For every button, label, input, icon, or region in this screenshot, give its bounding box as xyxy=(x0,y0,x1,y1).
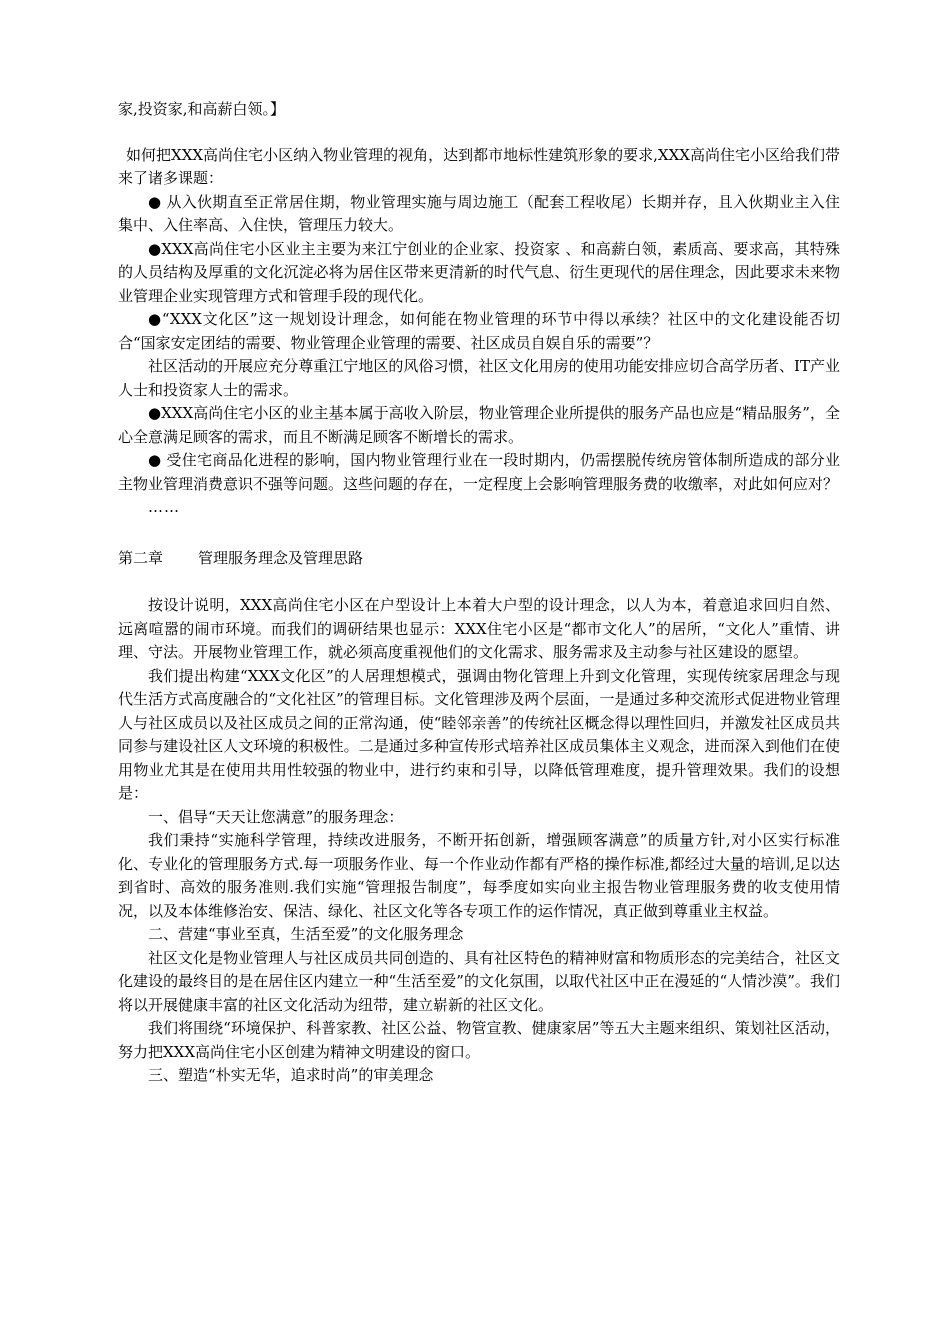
chapter-title: 管理服务理念及管理思路 xyxy=(198,548,364,567)
section-heading-3: 三、塑造“朴实无华，追求时尚”的审美理念 xyxy=(148,1066,434,1084)
top-fragment-line: 家,投资家,和高薪白领。】 xyxy=(118,100,286,118)
section-heading-1: 一、倡导“天天让您满意”的服务理念： xyxy=(148,807,404,826)
chapter-number: 第二章 xyxy=(118,548,164,567)
bullet-item-1: ● 从入伙期直至正常居住期，物业管理实施与周边施工（配套工程收尾）长期并存，且入伙期业主入住集中、入住率高、入住快，管理压力较大。 xyxy=(118,192,840,234)
paragraph-design-intro: 按设计说明，XXX高尚住宅小区在户型设计上本着大户型的设计理念，以人为本，着意追求回归自然、远离喧嚣的闹市环境。而我们的调研结果也显示：XXX住宅小区是“都市文化人”的居所，“文化人”重情、讲理、守法。开展物业管理工作，就必须高度重视他们的文化需求、服务需求及主动参与社区建设的愿望。 xyxy=(118,596,840,661)
ellipsis-line: …… xyxy=(148,498,180,516)
bullet-item-5: ● 受住宅商品化进程的影响，国内物业管理行业在一段时期内，仍需摆脱传统房管体制所造成的部分业主物业管理消费意识不强等问题。这些问题的存在，一定程度上会影响管理服务费的收缴率，对此如何应对？ xyxy=(118,451,840,493)
intro-paragraph: 如何把XXX高尚住宅小区纳入物业管理的视角，达到都市地标性建筑形象的要求,XXX高尚住宅小区给我们带来了诸多课题： xyxy=(118,145,840,187)
chapter-heading xyxy=(118,547,840,571)
section-heading-2: 二、营建“事业至真，生活至爱”的文化服务理念 xyxy=(148,925,464,943)
paragraph-five-themes: 我们将围绕“环境保护、科普家教、社区公益、物管宣教、健康家居”等五大主题来组织、策划社区活动，努力把XXX高尚住宅小区创建为精神文明建设的窗口。 xyxy=(118,1019,840,1061)
bullet-item-4: ●XXX高尚住宅小区的业主基本属于高收入阶层，物业管理企业所提供的服务产品也应是“精品服务”，全心全意满足顾客的需求，而且不断满足顾客不断增长的需求。 xyxy=(118,404,840,446)
paragraph-community-culture: 社区文化是物业管理人与社区成员共同创造的、具有社区特色的精神财富和物质形态的完美结合，社区文化建设的最终目的是在居住区内建立一种“生活至爱”的文化氛围，以取代社区中正在漫延的“人情沙漠”。我们将以开展健康丰富的社区文化活动为纽带，建立崭新的社区文化。 xyxy=(118,948,840,1014)
bullet-item-2: ●XXX高尚住宅小区业主主要为来江宁创业的企业家、投资家 、和高薪白领，素质高、要求高，其特殊的人员结构及厚重的文化沉淀必将为居住区带来更清新的时代气息、衍生更现代的居住理念，因此要求未来物业管理企业实现管理方式和管理手段的现代化。 xyxy=(118,239,840,305)
bullet-item-3: ●“XXX文化区”这一规划设计理念，如何能在物业管理的环节中得以承续？社区中的文化建设能否切合“国家安定团结的需要、物业管理企业管理的需要、社区成员自娱自乐的需要”？ xyxy=(118,310,840,352)
community-paragraph: 社区活动的开展应充分尊重江宁地区的风俗习惯，社区文化用房的使用功能安排应切合高学历者、IT产业人士和投资家人士的需求。 xyxy=(118,357,840,399)
document-body xyxy=(118,98,840,1088)
paragraph-culture-district: 我们提出构建“XXX文化区”的人居理想模式，强调由物化管理上升到文化管理，实现传统家居理念与现代生活方式高度融合的“文化社区”的管理目标。文化管理涉及两个层面，一是通过多种交流形式促进物业管理人与社区成员以及社区成员之间的正常沟通，使“睦邻亲善”的传统社区概念得以理性回归，并激发社区成员共同参与建设社区人文环境的积极性。二是通过多种宣传形式培养社区成员集体主义观念，进而深入到他们在使用物业尤其是在使用共用性较强的物业中，进行约束和引导，以降低管理难度，提升管理效果。我们的设想是： xyxy=(118,666,840,802)
paragraph-quality-policy: 我们秉持“实施科学管理，持续改进服务，不断开拓创新，增强顾客满意”的质量方针,对小区实行标准化、专业化的管理服务方式.每一项服务作业、每一个作业动作都有严格的操作标准,都经过大量的培训,足以达到省时、高效的服务准则.我们实施“管理报告制度”，每季度如实向业主报告物业管理服务费的收支使用情况，以及本体维修治安、保洁、绿化、社区文化等各专项工作的运作情况，真正做到尊重业主权益。 xyxy=(118,831,840,920)
